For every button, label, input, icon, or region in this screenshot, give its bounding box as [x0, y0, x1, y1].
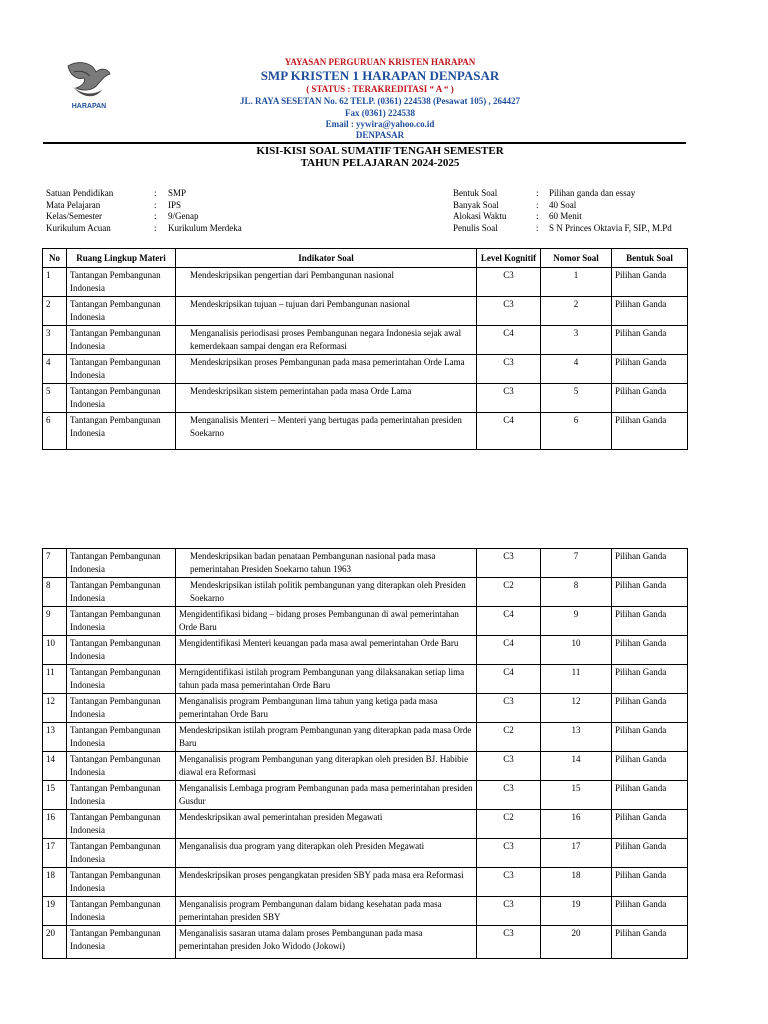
cell-indicator: Mendeskripsikan istilah politik pembangunan yang diterapkan oleh Presiden Soekarno: [176, 578, 477, 607]
cell-scope: Tantangan Pembangunan Indonesia: [67, 694, 176, 723]
document-title: KISI-KISI SOAL SUMATIF TENGAH SEMESTER: [256, 145, 504, 157]
table-row: [43, 897, 688, 926]
cell-scope: Tantangan Pembangunan Indonesia: [67, 355, 176, 384]
table-row: [43, 868, 688, 897]
cell-number: 2: [541, 297, 612, 326]
cell-level: C4: [477, 607, 541, 636]
cell-number: 3: [541, 326, 612, 355]
cell-no: 15: [43, 781, 67, 810]
cell-indicator: Mengidentifikasi bidang – bidang proses Pembangunan di awal pemerintahan Orde Baru: [176, 607, 477, 636]
cell-level: C3: [477, 355, 541, 384]
cell-scope: Tantangan Pembangunan Indonesia: [67, 549, 176, 578]
table-row: [43, 752, 688, 781]
cell-no: 2: [43, 297, 67, 326]
cell-indicator: Menganalisis periodisasi proses Pembangunan negara Indonesia sejak awal kemerdekaan sampai dengan era Reformasi: [176, 326, 477, 355]
cell-level: C4: [477, 326, 541, 355]
cell-indicator: Menganalisis program Pembangunan lima tahun yang ketiga pada masa pemerintahan Orde Baru: [176, 694, 477, 723]
cell-level: C3: [477, 549, 541, 578]
school-name: SMP KRISTEN 1 HARAPAN DENPASAR: [260, 68, 500, 83]
table-row: [43, 665, 688, 694]
logo-text: HARAPAN: [71, 103, 107, 110]
cell-form: Pilihan Ganda: [612, 326, 688, 355]
cell-form: Pilihan Ganda: [612, 897, 688, 926]
school-fax: Fax (0361) 224538: [345, 108, 415, 118]
cell-form: Pilihan Ganda: [612, 268, 688, 297]
cell-form: Pilihan Ganda: [612, 926, 688, 959]
info-key: Penulis Soal: [453, 222, 498, 233]
cell-level: C3: [477, 926, 541, 959]
cell-level: C2: [477, 810, 541, 839]
cell-level: C3: [477, 694, 541, 723]
info-row: [46, 188, 242, 200]
table-row: [43, 810, 688, 839]
header-divider: [43, 142, 686, 144]
school-address: JL. RAYA SESETAN No. 62 TELP. (0361) 224538 (Pesawat 105) , 264427: [240, 96, 520, 106]
cell-indicator: Menganalisis sasaran utama dalam proses Pembangunan pada masa pemerintahan presiden Joko Widodo (Jokowi): [176, 926, 477, 959]
cell-indicator: Mendeskripsikan tujuan – tujuan dari Pembangunan nasional: [176, 297, 477, 326]
info-value: IPS: [168, 199, 182, 210]
cell-no: 1: [43, 268, 67, 297]
cell-level: C3: [477, 781, 541, 810]
cell-form: Pilihan Ganda: [612, 694, 688, 723]
dove-logo-icon: [58, 58, 120, 110]
info-value: S N Princes Oktavia F, SIP., M.Pd: [549, 222, 672, 233]
cell-scope: Tantangan Pembangunan Indonesia: [67, 384, 176, 413]
cell-level: C3: [477, 268, 541, 297]
cell-scope: Tantangan Pembangunan Indonesia: [67, 810, 176, 839]
cell-level: C3: [477, 752, 541, 781]
cell-indicator: Mendeskripsikan proses pengangkatan presiden SBY pada masa era Reformasi: [176, 868, 477, 897]
info-key: Kurikulum Acuan: [46, 222, 111, 233]
cell-number: 12: [541, 694, 612, 723]
info-value: SMP: [168, 188, 187, 198]
cell-number: 5: [541, 384, 612, 413]
info-left-block: [46, 188, 242, 234]
cell-no: 9: [43, 607, 67, 636]
cell-level: C3: [477, 897, 541, 926]
cell-indicator: Mengidentifikasi Menteri keuangan pada masa awal pemerintahan Orde Baru: [176, 636, 477, 665]
table-header-row: [43, 249, 688, 268]
cell-form: Pilihan Ganda: [612, 549, 688, 578]
info-right-block: [453, 188, 672, 234]
table-row: [43, 384, 688, 413]
info-key: Bentuk Soal: [453, 188, 498, 198]
cell-number: 4: [541, 355, 612, 384]
cell-form: Pilihan Ganda: [612, 723, 688, 752]
col-header-indicator: Indikator Soal: [176, 249, 477, 268]
cell-level: C3: [477, 839, 541, 868]
cell-no: 4: [43, 355, 67, 384]
cell-no: 20: [43, 926, 67, 959]
cell-level: C3: [477, 868, 541, 897]
school-city: DENPASAR: [355, 130, 405, 140]
cell-no: 5: [43, 384, 67, 413]
info-key: Kelas/Semester: [46, 211, 102, 221]
cell-number: 10: [541, 636, 612, 665]
cell-number: 15: [541, 781, 612, 810]
cell-form: Pilihan Ganda: [612, 578, 688, 607]
cell-number: 13: [541, 723, 612, 752]
cell-number: 6: [541, 413, 612, 450]
cell-indicator: Menganalisis program Pembangunan yang diterapkan oleh presiden BJ. Habibie diawal era Reformasi: [176, 752, 477, 781]
table-row: [43, 578, 688, 607]
cell-indicator: Menganalisis Menteri – Menteri yang bertugas pada pemerintahan presiden Soekarno: [176, 413, 477, 450]
kisi-kisi-table-part2: [42, 548, 688, 959]
cell-no: 7: [43, 549, 67, 578]
cell-form: Pilihan Ganda: [612, 297, 688, 326]
cell-number: 7: [541, 549, 612, 578]
cell-level: C4: [477, 413, 541, 450]
table-row: [43, 355, 688, 384]
cell-no: 13: [43, 723, 67, 752]
cell-number: 1: [541, 268, 612, 297]
cell-scope: Tantangan Pembangunan Indonesia: [67, 297, 176, 326]
cell-number: 16: [541, 810, 612, 839]
cell-scope: Tantangan Pembangunan Indonesia: [67, 636, 176, 665]
info-colon: :: [536, 211, 539, 221]
cell-number: 18: [541, 868, 612, 897]
cell-scope: Tantangan Pembangunan Indonesia: [67, 752, 176, 781]
info-value: Pilihan ganda dan essay: [549, 188, 636, 198]
info-colon: :: [536, 188, 539, 198]
info-row: [453, 211, 672, 223]
cell-number: 20: [541, 926, 612, 959]
table-row: [43, 326, 688, 355]
info-row: [453, 200, 672, 212]
table-row: [43, 297, 688, 326]
school-logo: [58, 58, 120, 110]
cell-indicator: Mendeskripsikan sistem pemerintahan pada masa Orde Lama: [176, 384, 477, 413]
cell-scope: Tantangan Pembangunan Indonesia: [67, 897, 176, 926]
cell-no: 16: [43, 810, 67, 839]
table-row: [43, 926, 688, 959]
cell-indicator: Mendeskripsikan awal pemerintahan presiden Megawati: [176, 810, 477, 839]
info-colon: :: [154, 199, 157, 210]
school-email: Email : yywira@yahoo.co.id: [325, 119, 435, 129]
info-value: 40 Soal: [549, 199, 577, 210]
cell-no: 18: [43, 868, 67, 897]
col-header-form: Bentuk Soal: [612, 249, 688, 268]
info-colon: :: [536, 199, 539, 210]
cell-indicator: Mendeskripsikan pengertian dari Pembangunan nasional: [176, 268, 477, 297]
table-row: [43, 694, 688, 723]
cell-level: C4: [477, 665, 541, 694]
info-row: [46, 211, 242, 223]
cell-level: C3: [477, 297, 541, 326]
cell-number: 11: [541, 665, 612, 694]
cell-level: C3: [477, 384, 541, 413]
cell-level: C2: [477, 578, 541, 607]
cell-indicator: Menganalisis Lembaga program Pembangunan pada masa pemerintahan presiden Gusdur: [176, 781, 477, 810]
info-colon: :: [154, 222, 157, 233]
cell-indicator: Mendeskripsikan proses Pembangunan pada masa pemerintahan Orde Lama: [176, 355, 477, 384]
cell-scope: Tantangan Pembangunan Indonesia: [67, 607, 176, 636]
cell-scope: Tantangan Pembangunan Indonesia: [67, 781, 176, 810]
accreditation-status: ( STATUS : TERAKREDITASI “ A “ ): [306, 84, 454, 94]
cell-no: 11: [43, 665, 67, 694]
cell-number: 9: [541, 607, 612, 636]
cell-form: Pilihan Ganda: [612, 868, 688, 897]
info-key: Mata Pelajaran: [46, 199, 101, 210]
info-value: 60 Menit: [549, 211, 582, 221]
cell-scope: Tantangan Pembangunan Indonesia: [67, 268, 176, 297]
cell-scope: Tantangan Pembangunan Indonesia: [67, 665, 176, 694]
foundation-name: YAYASAN PERGURUAN KRISTEN HARAPAN: [284, 57, 476, 67]
table-row: [43, 268, 688, 297]
cell-no: 3: [43, 326, 67, 355]
info-row: [46, 200, 242, 212]
document-subtitle: TAHUN PELAJARAN 2024-2025: [300, 157, 460, 169]
table-row: [43, 549, 688, 578]
cell-no: 8: [43, 578, 67, 607]
info-colon: :: [154, 211, 157, 221]
cell-indicator: Mendeskripsikan badan penataan Pembangunan nasional pada masa pemerintahan Presiden Soekarno tahun 1963: [176, 549, 477, 578]
cell-scope: Tantangan Pembangunan Indonesia: [67, 326, 176, 355]
table-row: [43, 781, 688, 810]
cell-number: 14: [541, 752, 612, 781]
info-row: [46, 223, 242, 235]
info-key: Satuan Pendidikan: [46, 188, 114, 198]
cell-form: Pilihan Ganda: [612, 810, 688, 839]
cell-no: 19: [43, 897, 67, 926]
cell-form: Pilihan Ganda: [612, 752, 688, 781]
cell-scope: Tantangan Pembangunan Indonesia: [67, 926, 176, 959]
table-row: [43, 839, 688, 868]
cell-level: C2: [477, 723, 541, 752]
cell-no: 14: [43, 752, 67, 781]
cell-form: Pilihan Ganda: [612, 665, 688, 694]
info-value: 9/Genap: [168, 211, 199, 221]
cell-scope: Tantangan Pembangunan Indonesia: [67, 413, 176, 450]
info-key: Alokasi Waktu: [453, 211, 507, 221]
kisi-kisi-table-part1: [42, 248, 688, 450]
col-header-no: No: [43, 249, 67, 268]
cell-scope: Tantangan Pembangunan Indonesia: [67, 868, 176, 897]
info-colon: :: [154, 188, 157, 198]
cell-no: 6: [43, 413, 67, 450]
cell-form: Pilihan Ganda: [612, 781, 688, 810]
cell-scope: Tantangan Pembangunan Indonesia: [67, 723, 176, 752]
cell-form: Pilihan Ganda: [612, 384, 688, 413]
cell-indicator: Menganalisis program Pembangunan dalam bidang kesehatan pada masa pemerintahan presiden SBY: [176, 897, 477, 926]
cell-scope: Tantangan Pembangunan Indonesia: [67, 839, 176, 868]
cell-indicator: Merngidentifikasi istilah program Pembangunan yang dilaksanakan setiap lima tahun pada masa pemerintahan Orde Baru: [176, 665, 477, 694]
cell-no: 17: [43, 839, 67, 868]
cell-number: 19: [541, 897, 612, 926]
cell-indicator: Mendeskripsikan istilah program Pembangunan yang diterapkan pada masa Orde Baru: [176, 723, 477, 752]
col-header-scope: Ruang Lingkup Materi: [67, 249, 176, 268]
cell-form: Pilihan Ganda: [612, 355, 688, 384]
table-row: [43, 636, 688, 665]
col-header-number: Nomor Soal: [541, 249, 612, 268]
info-key: Banyak Soal: [453, 199, 499, 210]
col-header-level: Level Kognitif: [477, 249, 541, 268]
cell-form: Pilihan Ganda: [612, 607, 688, 636]
cell-indicator: Menganalisis dua program yang diterapkan oleh Presiden Megawati: [176, 839, 477, 868]
cell-number: 8: [541, 578, 612, 607]
info-value: Kurikulum Merdeka: [168, 222, 242, 233]
cell-form: Pilihan Ganda: [612, 636, 688, 665]
table-row: [43, 723, 688, 752]
info-colon: :: [536, 222, 539, 233]
cell-level: C4: [477, 636, 541, 665]
info-row: [453, 188, 672, 200]
cell-form: Pilihan Ganda: [612, 839, 688, 868]
cell-no: 10: [43, 636, 67, 665]
cell-no: 12: [43, 694, 67, 723]
info-row: [453, 223, 672, 235]
cell-number: 17: [541, 839, 612, 868]
table-row: [43, 413, 688, 450]
cell-scope: Tantangan Pembangunan Indonesia: [67, 578, 176, 607]
cell-form: Pilihan Ganda: [612, 413, 688, 450]
table-row: [43, 607, 688, 636]
